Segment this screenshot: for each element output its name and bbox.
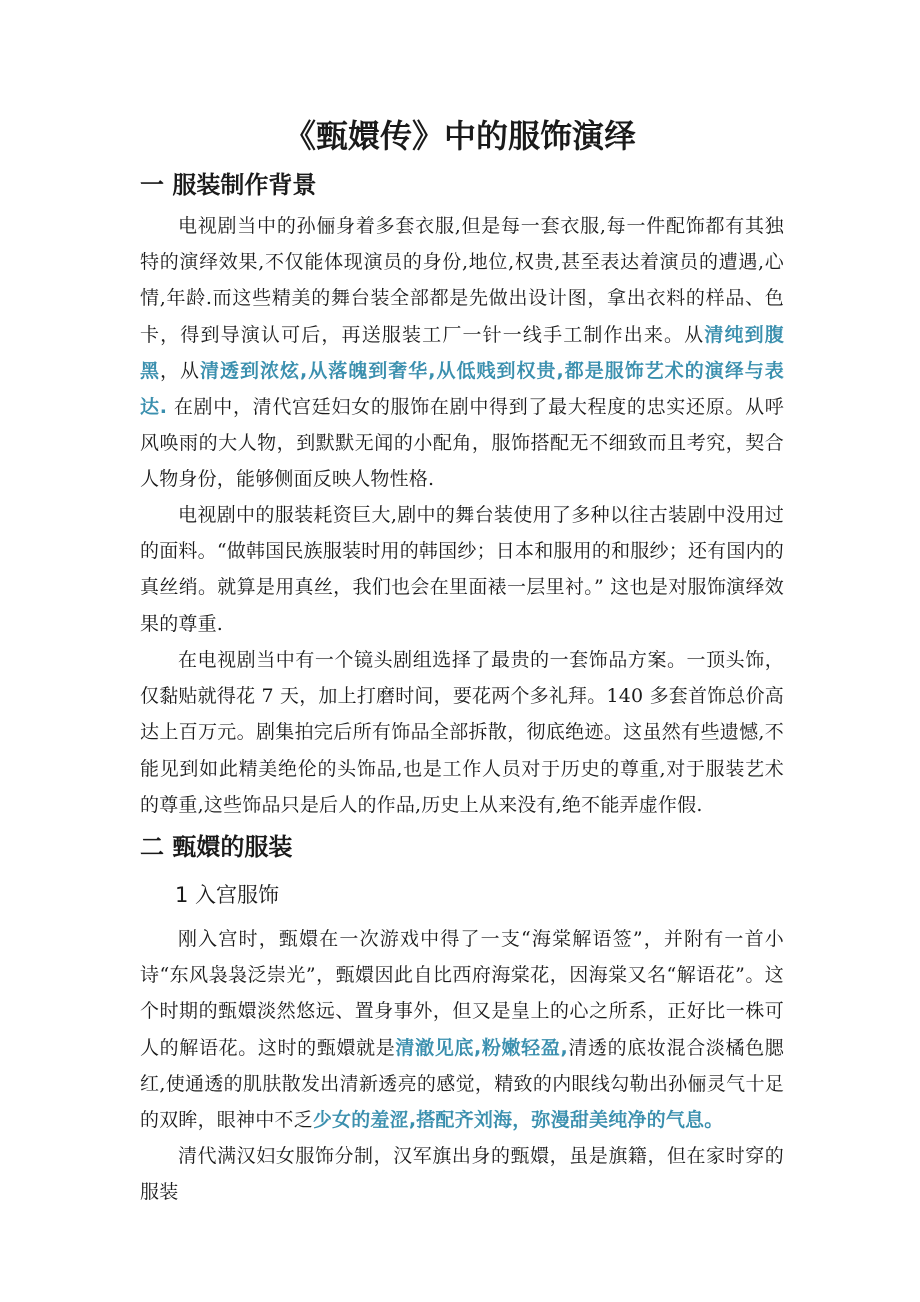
subsection-heading-entering-palace: 1 入宫服饰 bbox=[175, 883, 280, 907]
highlighted-phrase: 清纯到腹黑 bbox=[140, 323, 784, 382]
paragraph-entering-palace bbox=[140, 921, 784, 1138]
highlighted-phrase: 清澈见底,粉嫩轻盈, bbox=[395, 1036, 568, 1059]
paragraph-qing-dynasty: 清代满汉妇女服饰分制，汉军旗出身的甄嬛，虽是旗籍，但在家时穿的服装 bbox=[140, 1145, 784, 1204]
document-title: 《甄嬛传》中的服饰演绎 bbox=[283, 117, 636, 155]
paragraph-background-1 bbox=[140, 208, 784, 498]
section-heading-costume: 二 甄嬛的服装 bbox=[140, 833, 293, 861]
paragraph-fabric: 电视剧中的服装耗资巨大,剧中的舞台装使用了多种以往古装剧中没用过的面料。“做韩国民族服装时用的韩国纱；日本和服用的和服纱；还有国内的真丝绡。就算是用真丝，我们也会在里面裱一层里衬。” 这也是对服饰演绎效果的尊重. bbox=[140, 504, 784, 635]
paragraph-text: ，从 bbox=[160, 359, 201, 382]
paragraph-text: 刚入宫时，甄嬛在一次游戏中得了一支“海棠解语签”，并附有一首小诗“东风袅袅泛崇光”，甄嬛因此自比西府海棠花，因海棠又名“解语花”。这个时期的甄嬛淡然悠远、置身事外，但又是皇上的心之所系，正好比一株可人的解语花。这时的甄嬛就是 bbox=[140, 928, 784, 1059]
highlighted-phrase: 清透到浓炫,从落魄到奢华,从低贱到权贵,都是服饰艺术的演绎与表达. bbox=[140, 359, 785, 419]
highlighted-phrase: 少女的羞涩,搭配齐刘海，弥漫甜美纯净的气息。 bbox=[312, 1109, 724, 1132]
paragraph-text: 在剧中，清代宫廷妇女的服饰在剧中得到了最大程度的忠实还原。从呼风唤雨的大人物，到默默无闻的小配角，服饰搭配无不细致而且考究，契合人物身份，能够侧面反映人物性格. bbox=[140, 396, 784, 491]
paragraph-text: 清透的底妆混合淡橘色腮红,使通透的肌肤散发出清新透亮的感觉，精致的内眼线勾勒出孙俪灵气十足的双眸，眼神中不乏 bbox=[140, 1036, 785, 1132]
paragraph-text: 电视剧当中的孙俪身着多套衣服,但是每一套衣服,每一件配饰都有其独特的演绎效果,不仅能体现演员的身份,地位,权贵,甚至表达着演员的遭遇,心情,年龄.而这些精美的舞台装全部都是先做出设计图，拿出衣料的样品、色卡，得到导演认可后，再送服装工厂一针一线手工制作出来。从 bbox=[140, 215, 784, 346]
paragraph-jewelry: 在电视剧当中有一个镜头剧组选择了最贵的一套饰品方案。一顶头饰，仅黏贴就得花 7 天，加上打磨时间，要花两个多礼拜。140 多套首饰总价高达上百万元。剧集拍完后所有饰品全部拆散，彻底绝迹。这虽然有些遗憾,不能见到如此精美绝伦的头饰品,也是工作人员对于历史的尊重,对于服装艺术的尊重,这些饰品只是后人的作品,历史上从来没有,绝不能弄虚作假. bbox=[140, 649, 784, 816]
section-heading-background: 一 服装制作背景 bbox=[140, 171, 317, 199]
